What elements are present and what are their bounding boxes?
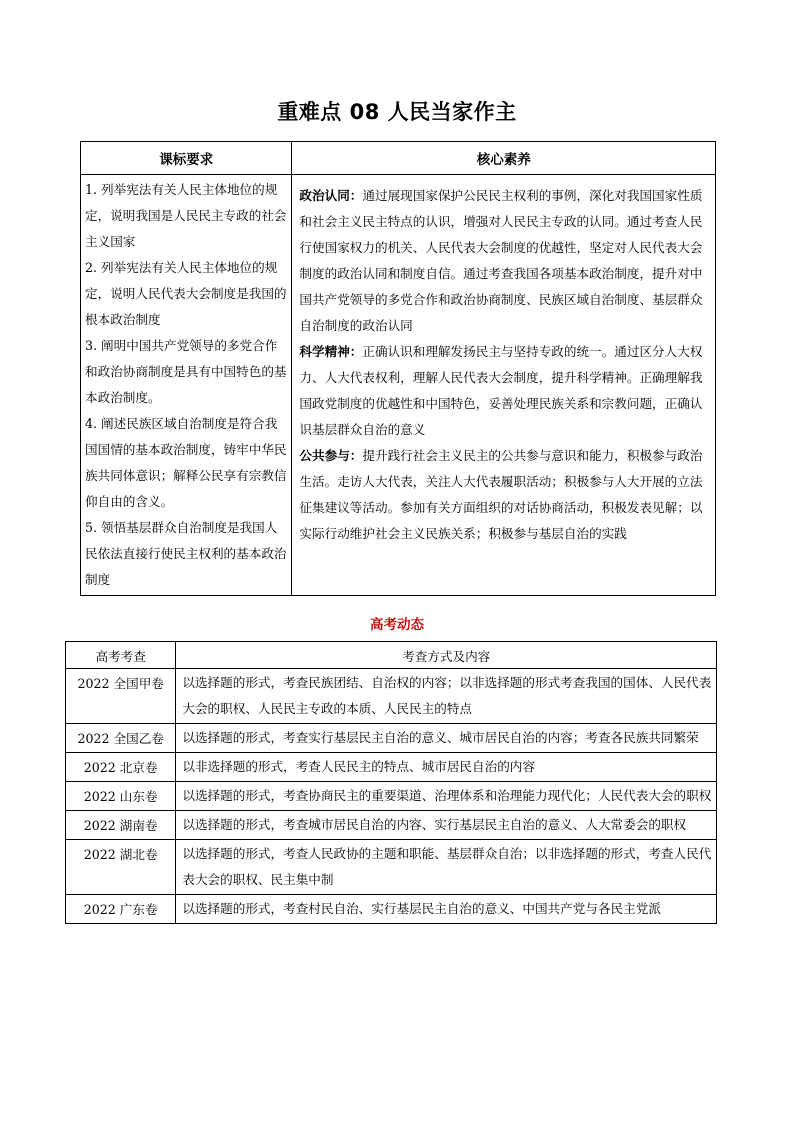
- exam-name: 2022 全国乙卷: [66, 724, 176, 753]
- requirements-cell: [81, 175, 292, 596]
- requirement-item: 5. 领悟基层群众自治制度是我国人民依法直接行使民主权利的基本政治制度: [85, 520, 287, 587]
- table-row: [66, 753, 717, 782]
- core-literacy-heading: 公共参与：: [299, 448, 363, 463]
- exam-name: 2022 全国甲卷: [66, 669, 176, 724]
- exam-content: 以选择题的形式，考查民族团结、自治权的内容；以非选择题的形式考查我国的国体、人民代表大会的职权、人民民主专政的本质、人民民主的特点: [176, 669, 717, 724]
- requirement-item: 3. 阐明中国共产党领导的多党合作和政治协商制度是具有中国特色的基本政治制度。: [85, 338, 287, 405]
- header-exam-content: 考查方式及内容: [176, 642, 717, 669]
- table-row: [66, 895, 717, 924]
- requirement-item: 1. 列举宪法有关人民主体地位的规定，说明我国是人民民主专政的社会主义国家: [85, 182, 287, 249]
- table-row: [66, 669, 717, 724]
- core-literacy-text: 提升践行社会主义民主的公共参与意识和能力，积极参与政治生活。走访人大代表，关注人大代表履职活动；积极参与人大开展的立法征集建议等活动。参加有关方面组织的对话协商活动，积极发表见解；以实际行动维护社会主义民族关系；积极参与基层自治的实践: [299, 448, 703, 541]
- exam-content: 以选择题的形式，考查协商民主的重要渠道、治理体系和治理能力现代化；人民代表大会的职权: [176, 782, 717, 811]
- core-literacy-cell: [292, 175, 716, 596]
- table-row: [66, 724, 717, 753]
- table-row: [66, 840, 717, 895]
- header-curriculum-requirements: 课标要求: [81, 142, 292, 175]
- header-core-literacy: 核心素养: [292, 142, 716, 175]
- exam-name: 2022 山东卷: [66, 782, 176, 811]
- exam-name: 2022 湖南卷: [66, 811, 176, 840]
- table-row: [66, 782, 717, 811]
- curriculum-requirements-table: [80, 141, 716, 596]
- core-literacy-political: [299, 183, 711, 339]
- exam-content: 以选择题的形式，考查实行基层民主自治的意义、城市居民自治的内容；考查各民族共同繁荣: [176, 724, 717, 753]
- exam-content: 以选择题的形式，考查村民自治、实行基层民主自治的意义、中国共产党与各民主党派: [176, 895, 717, 924]
- table-header-row: [81, 142, 716, 175]
- core-literacy-heading: 政治认同：: [299, 188, 363, 203]
- core-literacy-science: [299, 339, 711, 443]
- exam-content: 以选择题的形式，考查人民政协的主题和职能、基层群众自治；以非选择题的形式，考查人民代表大会的职权、民主集中制: [176, 840, 717, 895]
- core-literacy-heading: 科学精神：: [299, 344, 363, 359]
- header-exam: 高考考查: [66, 642, 176, 669]
- exam-name: 2022 广东卷: [66, 895, 176, 924]
- page-title: 重难点 08 人民当家作主: [277, 100, 517, 124]
- requirement-item: 2. 列举宪法有关人民主体地位的规定，说明人民代表大会制度是我国的根本政治制度: [85, 260, 287, 327]
- exam-content: 以非选择题的形式，考查人民民主的特点、城市居民自治的内容: [176, 753, 717, 782]
- exam-name: 2022 湖北卷: [66, 840, 176, 895]
- exam-content: 以选择题的形式，考查城市居民自治的内容、实行基层民主自治的意义、人大常委会的职权: [176, 811, 717, 840]
- exam-trends-table: [65, 641, 717, 924]
- table-row: [81, 175, 716, 596]
- core-literacy-text: 通过展现国家保护公民民主权利的事例，深化对我国国家性质和社会主义民主特点的认识，增强对人民民主专政的认同。通过考查人民行使国家权力的机关、人民代表大会制度的优越性，坚定对人民代表大会制度的政治认同和制度自信。通过考查我国各项基本政治制度，提升对中国共产党领导的多党合作和政治协商制度、民族区域自治制度、基层群众自治制度的政治认同: [299, 188, 703, 333]
- exam-trends-caption: 高考动态: [370, 617, 424, 633]
- table-row: [66, 811, 717, 840]
- core-literacy-participation: [299, 443, 711, 547]
- exam-name: 2022 北京卷: [66, 753, 176, 782]
- table-header-row: [66, 642, 717, 669]
- requirement-item: 4. 阐述民族区域自治制度是符合我国国情的基本政治制度，铸牢中华民族共同体意识；解释公民享有宗教信仰自由的含义。: [85, 416, 287, 509]
- core-literacy-text: 正确认识和理解发扬民主与坚持专政的统一。通过区分人大权力、人大代表权利，理解人民代表大会制度，提升科学精神。正确理解我国政党制度的优越性和中国特色，妥善处理民族关系和宗教问题，正确认识基层群众自治的意义: [299, 344, 703, 437]
